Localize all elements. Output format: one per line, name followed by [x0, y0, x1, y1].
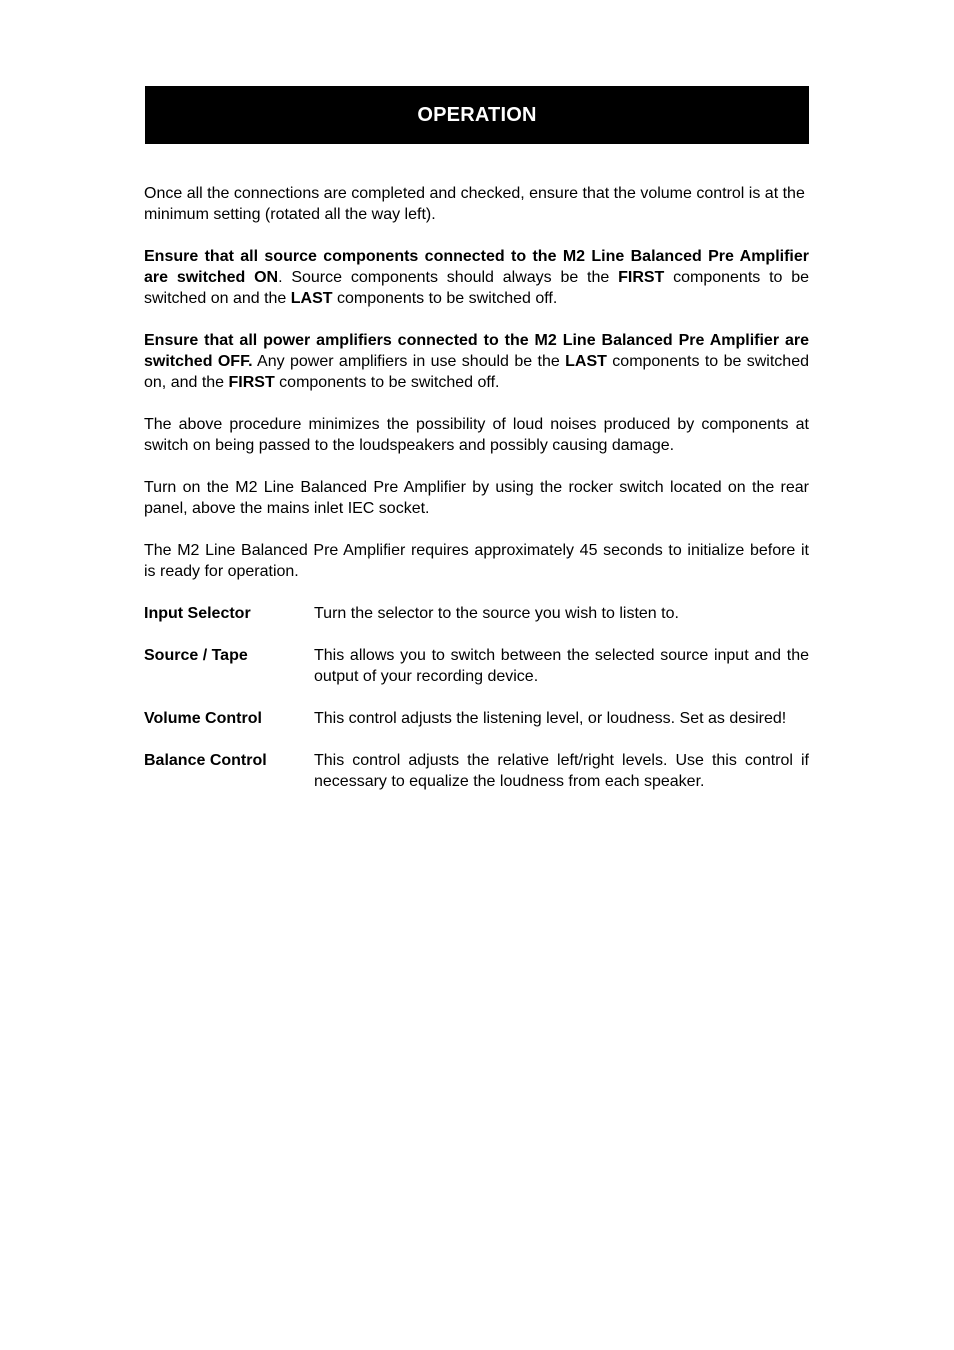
paragraph-text: components to be switched off. [332, 290, 558, 307]
bold-keyword: LAST [290, 290, 333, 307]
bold-keyword: FIRST [618, 269, 665, 286]
paragraph-turn-on: Turn on the M2 Line Balanced Pre Amplifier by using the rocker switch located on the rear panel, above the mains inlet IEC socket. [144, 479, 809, 517]
document-body [144, 183, 809, 813]
paragraph-text: . Source components should always be the [278, 269, 619, 286]
bold-keyword: FIRST [228, 374, 275, 391]
control-description: This control adjusts the listening level, or loudness. Set as desired! [314, 710, 787, 727]
paragraph-power-amplifiers [144, 330, 809, 393]
paragraph-initialize: The M2 Line Balanced Pre Amplifier requires approximately 45 seconds to initialize before it is ready for operation. [144, 542, 809, 580]
control-description: This allows you to switch between the selected source input and the output of your recording device. [314, 647, 809, 685]
bold-instruction: Ensure that all power amplifiers connected to the M2 Line Balanced Pre Amplifier are switched OFF. [144, 332, 809, 370]
paragraph-text: components to be switched on and the [144, 269, 810, 307]
paragraph-volume-minimum: Once all the connections are completed and checked, ensure that the volume control is at the minimum setting (rotated all the way left). [144, 185, 805, 223]
control-row-input-selector [144, 603, 809, 624]
control-term: Source / Tape [144, 647, 248, 664]
control-row-volume-control [144, 708, 809, 729]
control-term: Volume Control [144, 710, 262, 727]
paragraph-source-components [144, 246, 809, 309]
control-term: Input Selector [144, 605, 251, 622]
bold-keyword: LAST [565, 353, 607, 370]
paragraph-text: components to be switched on, and the [144, 353, 809, 391]
control-description: Turn the selector to the source you wish to listen to. [314, 605, 679, 622]
control-row-source-tape [144, 645, 809, 687]
paragraph-procedure-note: The above procedure minimizes the possibility of loud noises produced by components at switch on being passed to the loudspeakers and possibly causing damage. [144, 416, 809, 454]
paragraph-text: components to be switched off. [274, 374, 500, 391]
section-header-bar [145, 86, 809, 144]
paragraph-text: Any power amplifiers in use should be the [252, 353, 566, 370]
control-row-balance-control [144, 750, 809, 792]
control-term: Balance Control [144, 752, 267, 769]
control-description: This control adjusts the relative left/right levels. Use this control if necessary to equalize the loudness from each speaker. [314, 752, 809, 790]
bold-instruction: Ensure that all source components connected to the M2 Line Balanced Pre Amplifier are switched ON [144, 248, 809, 286]
section-title: OPERATION [417, 103, 537, 126]
